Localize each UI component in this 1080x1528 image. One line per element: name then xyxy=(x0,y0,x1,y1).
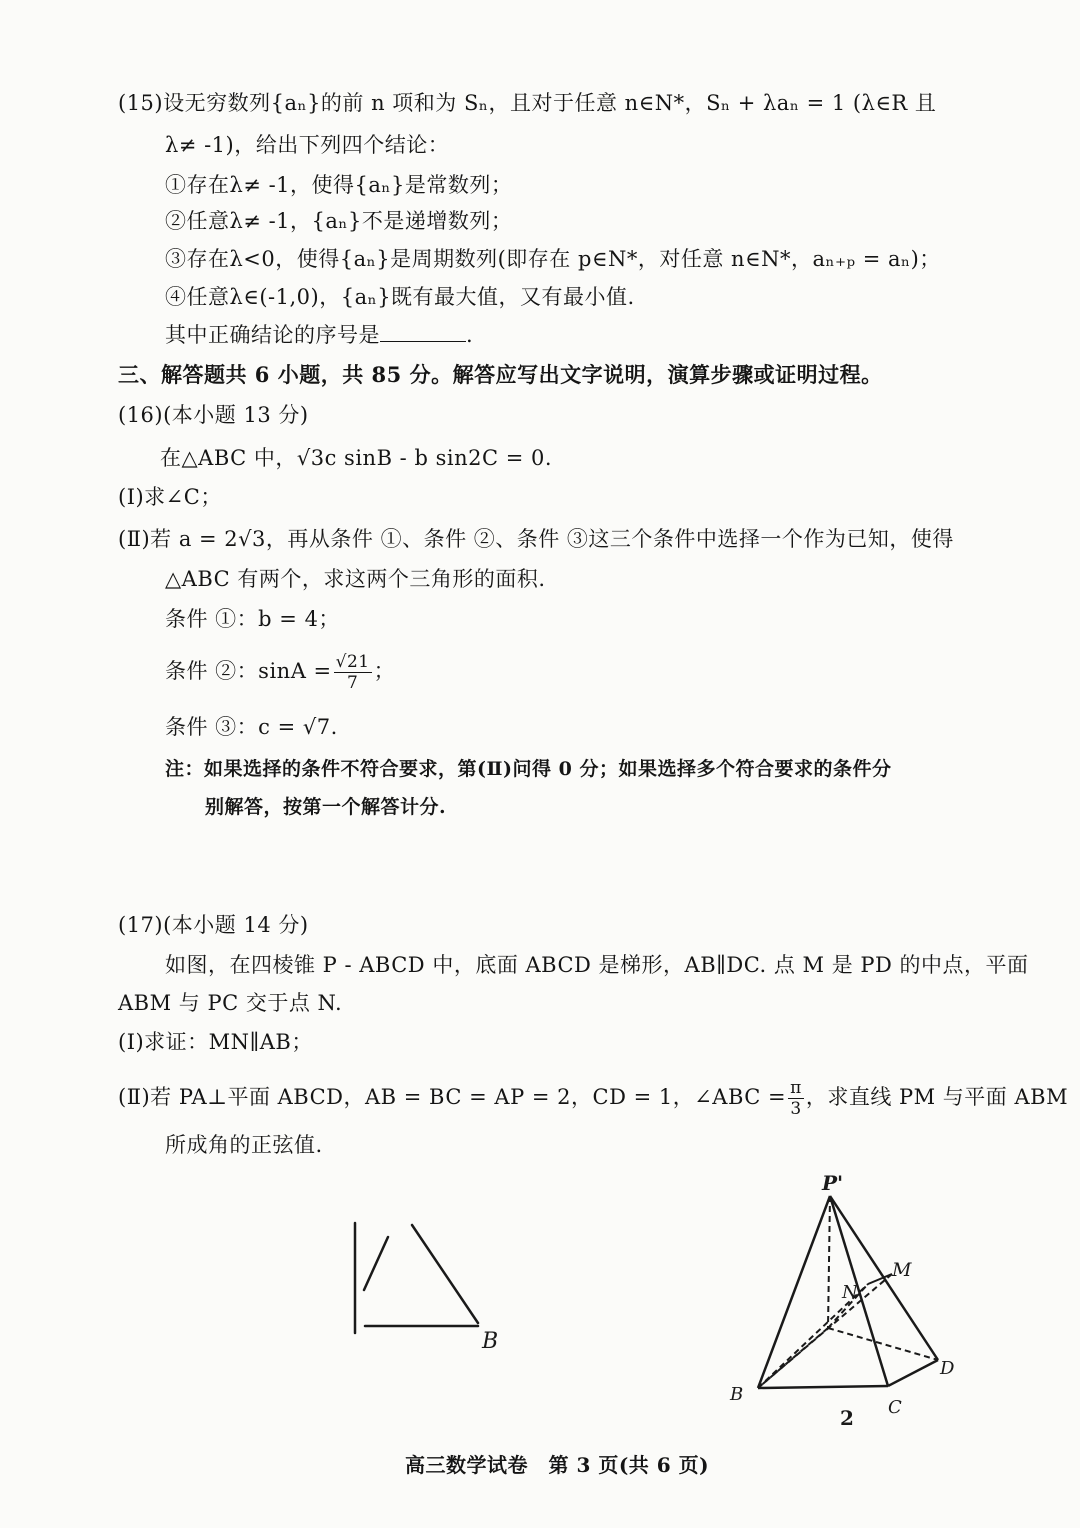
q15-conclusion-2: ②任意λ≠ -1，{aₙ}不是递增数列； xyxy=(165,209,513,233)
sketch-hypotenuse xyxy=(412,1225,478,1323)
label-B: B xyxy=(730,1384,744,1405)
sketch-label: B xyxy=(482,1329,499,1354)
edge-PB xyxy=(758,1196,830,1388)
label-C: C xyxy=(888,1397,902,1418)
edge-PC xyxy=(830,1196,888,1386)
section3-heading: 三、解答题共 6 小题，共 85 分。解答应写出文字说明，演算步骤或证明过程。 xyxy=(118,362,883,387)
label-M: M xyxy=(892,1259,912,1281)
q15-ask-text: 其中正确结论的序号是 xyxy=(165,323,380,347)
q16-part2-line1: (Ⅱ)若 a = 2√3，再从条件 ①、条件 ②、条件 ③这三个条件中选择一个作为已知，使得 xyxy=(118,527,954,551)
label-side-length: 2 xyxy=(840,1406,854,1430)
q15-ask-end: . xyxy=(466,323,474,347)
page-footer: 高三数学试卷 第 3 页(共 6 页) xyxy=(405,1453,710,1477)
q16-condition-1: 条件 ①：b = 4； xyxy=(165,607,340,631)
q16-note-line2: 别解答，按第一个解答计分. xyxy=(205,796,447,818)
label-P: P' xyxy=(822,1171,844,1195)
pyramid-figure xyxy=(720,1168,980,1430)
q17-part2-end: 所成角的正弦值. xyxy=(165,1133,323,1157)
answer-blank xyxy=(380,323,466,342)
q16-part1: (Ⅰ)求∠C； xyxy=(118,485,222,509)
q15-ask xyxy=(165,320,473,350)
edge-PA-hidden xyxy=(828,1196,830,1328)
fraction-numerator: π xyxy=(790,1078,802,1098)
sqrt21-over-7-fraction xyxy=(334,652,372,693)
hand-sketch xyxy=(330,1215,510,1355)
label-N: N xyxy=(842,1282,858,1303)
q16-head: (16)(本小题 13 分) xyxy=(118,403,309,427)
q17-head: (17)(本小题 14 分) xyxy=(118,913,309,937)
pi-over-3-fraction xyxy=(788,1078,804,1119)
q16-condition-2-post: ； xyxy=(373,659,396,683)
q15-conclusion-3: ③存在λ<0，使得{aₙ}是周期数列(即存在 p∈N*，对任意 n∈N*，aₙ₊ₚ = aₙ)； xyxy=(165,247,941,271)
q15-conclusion-4: ④任意λ∈(-1,0)，{aₙ}既有最大值，又有最小值. xyxy=(165,285,635,309)
fraction-denominator: 7 xyxy=(346,673,359,693)
q16-stem: 在△ABC 中，√3c sinB - b sin2C = 0. xyxy=(160,446,553,470)
q16-note-line1: 注：如果选择的条件不符合要求，第(Ⅱ)问得 0 分；如果选择多个符合要求的条件分 xyxy=(165,758,892,780)
edge-BC xyxy=(758,1386,888,1388)
edge-CD xyxy=(888,1360,938,1386)
sketch-slanted-line xyxy=(364,1237,388,1290)
q17-stem-line2: ABM 与 PC 交于点 N. xyxy=(118,991,343,1015)
fraction-numerator: √21 xyxy=(335,652,370,672)
q17-stem-line1: 如图，在四棱锥 P - ABCD 中，底面 ABCD 是梯形，AB∥DC. 点 M 是 PD 的中点，平面 xyxy=(165,953,1029,977)
q17-part2-pre: (Ⅱ)若 PA⊥平面 ABCD，AB = BC = AP = 2，CD = 1，∠ABC = xyxy=(118,1085,787,1109)
q15-line1: (15)设无穷数列{aₙ}的前 n 项和为 Sₙ，且对于任意 n∈N*，Sₙ + λaₙ = 1 (λ∈R 且 xyxy=(118,91,937,115)
fraction-denominator: 3 xyxy=(790,1099,802,1119)
q16-condition-2 xyxy=(165,652,395,693)
q16-part2-line2: △ABC 有两个，求这两个三角形的面积. xyxy=(165,567,546,591)
q15-line2: λ≠ -1)，给出下列四个结论： xyxy=(165,133,450,157)
q17-part2 xyxy=(118,1078,1068,1119)
q15-conclusion-1: ①存在λ≠ -1，使得{aₙ}是常数列； xyxy=(165,173,513,197)
q16-condition-2-pre: 条件 ②：sinA = xyxy=(165,659,332,683)
q17-part1: (Ⅰ)求证：MN∥AB； xyxy=(118,1030,313,1054)
q17-part2-post: ，求直线 PM 与平面 ABM xyxy=(805,1085,1069,1109)
label-D: D xyxy=(940,1358,955,1379)
q16-condition-3: 条件 ③：c = √7. xyxy=(165,715,338,739)
